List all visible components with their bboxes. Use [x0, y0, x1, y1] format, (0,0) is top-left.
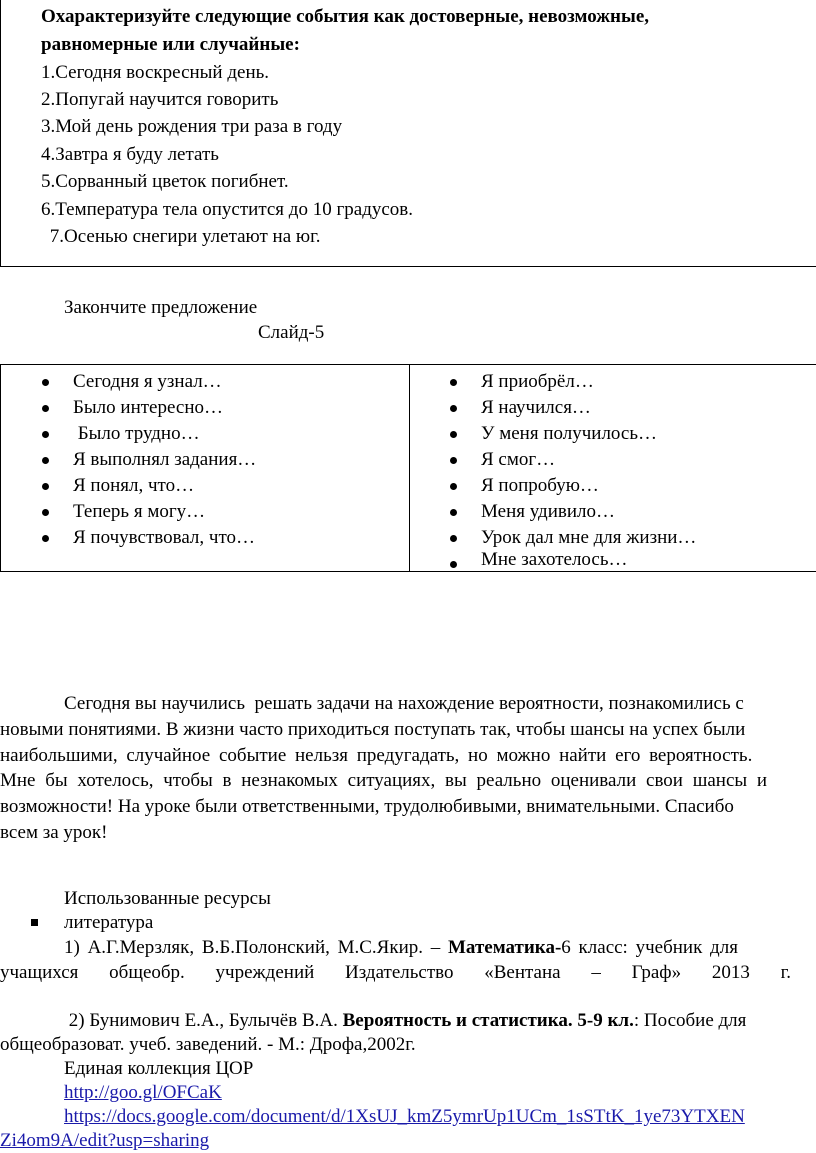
list-item: Я смог…	[481, 449, 556, 470]
ref1-suffix: 6 класс: учебник для	[561, 937, 738, 958]
list-item: Я почувствовал, что…	[73, 527, 256, 548]
ref2-title: Вероятность и статистика. 5-9 кл.	[342, 1010, 634, 1031]
task-item: 5.Сорванный цветок погибнет.	[41, 171, 289, 192]
ref1-prefix: 1) А.Г.Мерзляк, В.Б.Полонский, М.С.Якир. –	[64, 937, 448, 958]
conclusion-line: возможности! На уроке были ответственными, трудолюбивыми, внимательными. Спасибо	[0, 796, 734, 817]
list-item: Я понял, что…	[73, 475, 195, 496]
bullet-icon	[42, 509, 49, 516]
bullet-icon	[450, 509, 457, 516]
bullet-icon	[450, 535, 457, 542]
bullet-icon	[450, 457, 457, 464]
link-docs-anchor-2[interactable]: Zi4om9A/edit?usp=sharing	[0, 1130, 210, 1151]
list-item: Я попробую…	[481, 475, 599, 496]
task-item: 2.Попугай научится говорить	[41, 89, 279, 110]
list-item: Я приобрёл…	[481, 371, 594, 392]
collection-label: Единая коллекция ЦОР	[64, 1058, 254, 1079]
task-item: 1.Сегодня воскресный день.	[41, 62, 270, 83]
list-item: Сегодня я узнал…	[73, 371, 222, 392]
link-docs-line2[interactable]	[0, 1130, 209, 1152]
task-item: 7.Осенью снегири улетают на юг.	[45, 226, 321, 247]
reference-2-line2: общеобразоват. учеб. заведений. - М.: Дрофа,2002г.	[0, 1034, 416, 1055]
bullet-icon	[450, 405, 457, 412]
square-bullet-icon	[31, 919, 38, 926]
list-item: Было трудно…	[73, 423, 200, 444]
reference-2	[64, 1010, 746, 1032]
bullet-icon	[42, 405, 49, 412]
task-item: 6.Температура тела опустится до 10 градусов.	[41, 199, 414, 220]
list-item: Я выполнял задания…	[73, 449, 257, 470]
task-item: 4.Завтра я буду летать	[41, 144, 219, 165]
task-heading-line1: Охарактеризуйте следующие события как достоверные, невозможные,	[41, 6, 649, 27]
literature-label: литература	[64, 912, 154, 933]
ref2-prefix: 2) Бунимович Е.А., Булычёв В.А.	[64, 1010, 343, 1031]
resources-title: Использованные ресурсы	[64, 888, 271, 909]
reference-1	[64, 937, 738, 959]
ref1-title: Математика-	[448, 937, 562, 958]
bullet-icon	[42, 431, 49, 438]
list-item: Было интересно…	[73, 397, 223, 418]
finish-title: Закончите предложение	[64, 297, 258, 318]
link-goo-anchor[interactable]: http://goo.gl/OFCaK	[64, 1082, 222, 1103]
bullet-icon	[450, 431, 457, 438]
task-item: 3.Мой день рождения три раза в году	[41, 116, 343, 137]
conclusion-line: наибольшими, случайное событие нельзя предугадать, но можно найти его вероятность.	[0, 745, 753, 766]
list-item: Меня удивило…	[481, 501, 615, 522]
bullet-icon	[42, 535, 49, 542]
reference-1-line2: учащихся общеобр. учреждений Издательство «Вентана – Граф» 2013 г.	[0, 962, 792, 983]
bullet-icon	[450, 561, 457, 568]
conclusion-line: Сегодня вы научились решать задачи на нахождение вероятности, познакомились с	[64, 693, 744, 714]
bullet-icon	[42, 483, 49, 490]
list-item: Теперь я могу…	[73, 501, 206, 522]
link-goo[interactable]	[64, 1082, 222, 1104]
list-item: Урок дал мне для жизни…	[481, 527, 697, 548]
list-item: У меня получилось…	[481, 423, 657, 444]
conclusion-line: новыми понятиями. В жизни часто приходиться поступать так, чтобы шансы на успех были	[0, 719, 746, 740]
bullet-icon	[42, 457, 49, 464]
ref2-suffix: : Пособие для	[633, 1010, 747, 1031]
list-item: Мне захотелось…	[481, 549, 628, 570]
link-docs-anchor[interactable]: https://docs.google.com/document/d/1XsUJ_kmZ5ymrUp1UCm_1sSTtK_1ye73YTXEN	[64, 1106, 745, 1127]
table-divider	[409, 365, 410, 571]
conclusion-line: всем за урок!	[0, 822, 108, 843]
conclusion-line: Мне бы хотелось, чтобы в незнакомых ситуациях, вы реально оценивали свои шансы и	[0, 770, 768, 791]
slide-label: Слайд-5	[258, 322, 325, 343]
bullet-icon	[42, 379, 49, 386]
link-docs-line1[interactable]	[64, 1106, 745, 1128]
list-item: Я научился…	[481, 397, 591, 418]
bullet-icon	[450, 379, 457, 386]
task-heading-line2: равномерные или случайные:	[41, 34, 300, 55]
bullet-icon	[450, 483, 457, 490]
